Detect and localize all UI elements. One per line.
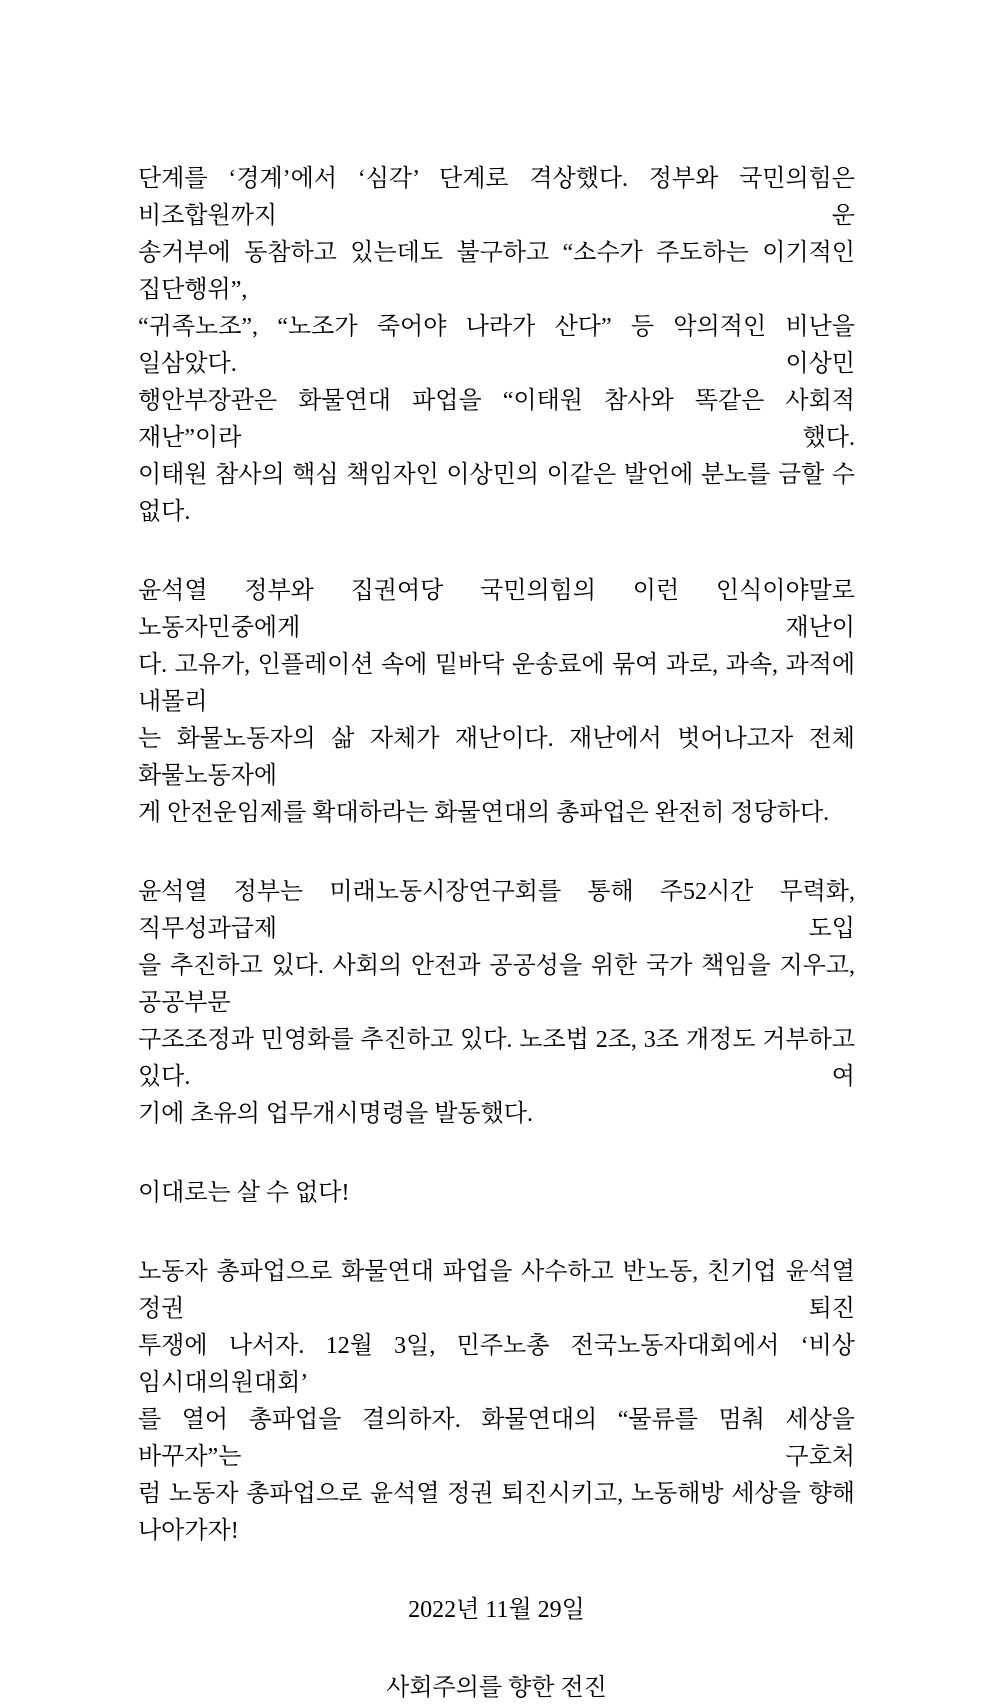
paragraph <box>138 1175 855 1212</box>
text-line: 단계를 ‘경계’에서 ‘심각’ 단계로 격상했다. 정부와 국민의힘은 비조합원까지 운 <box>138 166 855 229</box>
signature-line: 사회주의를 향한 전진 <box>386 1675 607 1701</box>
text-line: 을 추진하고 있다. 사회의 안전과 공공성을 위한 국가 책임을 지우고, 공공부문 <box>138 953 855 1016</box>
text-line: 는 화물노동자의 삶 자체가 재난이다. 재난에서 벗어나고자 전체 화물노동자에 <box>138 726 855 789</box>
text-line: 노동자 총파업으로 화물연대 파업을 사수하고 반노동, 친기업 윤석열 정권 퇴진 <box>138 1259 855 1322</box>
text-line: 투쟁에 나서자. 12월 3일, 민주노총 전국노동자대회에서 ‘비상 임시대의원대회’ <box>138 1333 855 1396</box>
text-line: 이태원 참사의 핵심 책임자인 이상민의 이같은 발언에 분노를 금할 수 없다. <box>138 462 855 525</box>
text-line: 기에 초유의 업무개시명령을 발동했다. <box>138 1101 533 1127</box>
text-line: 윤석열 정부와 집권여당 국민의힘의 이런 인식이야말로 노동자민중에게 재난이 <box>138 578 855 641</box>
text-line: “귀족노조”, “노조가 죽어야 나라가 산다” 등 악의적인 비난을 일삼았다. 이상민 <box>138 314 855 377</box>
text-line: 윤석열 정부는 미래노동시장연구회를 통해 주52시간 무력화, 직무성과급제 도입 <box>138 879 855 942</box>
date-line: 2022년 11월 29일 <box>408 1597 585 1623</box>
text-line: 구조조정과 민영화를 추진하고 있다. 노조법 2조, 3조 개정도 거부하고 있다. 여 <box>138 1027 855 1090</box>
text-line: 게 안전운임제를 확대하라는 화물연대의 총파업은 완전히 정당하다. <box>138 800 830 826</box>
text-line: 이대로는 살 수 없다! <box>138 1180 350 1206</box>
text-line: 럼 노동자 총파업으로 윤석열 정권 퇴진시키고, 노동해방 세상을 향해 나아가자! <box>138 1481 855 1544</box>
document-body <box>138 161 855 1550</box>
paragraph <box>138 874 855 1133</box>
paragraph <box>138 1254 855 1550</box>
text-line: 다. 고유가, 인플레이션 속에 밑바닥 운송료에 묶여 과로, 과속, 과적에 내몰리 <box>138 652 855 715</box>
text-line: 행안부장관은 화물연대 파업을 “이태원 참사와 똑같은 사회적 재난”이라 했다. <box>138 388 855 451</box>
paragraph <box>138 161 855 531</box>
paragraph <box>138 573 855 832</box>
text-line: 송거부에 동참하고 있는데도 불구하고 “소수가 주도하는 이기적인 집단행위”, <box>138 240 855 303</box>
text-line: 를 열어 총파업을 결의하자. 화물연대의 “물류를 멈춰 세상을 바꾸자”는 구호처 <box>138 1407 855 1470</box>
